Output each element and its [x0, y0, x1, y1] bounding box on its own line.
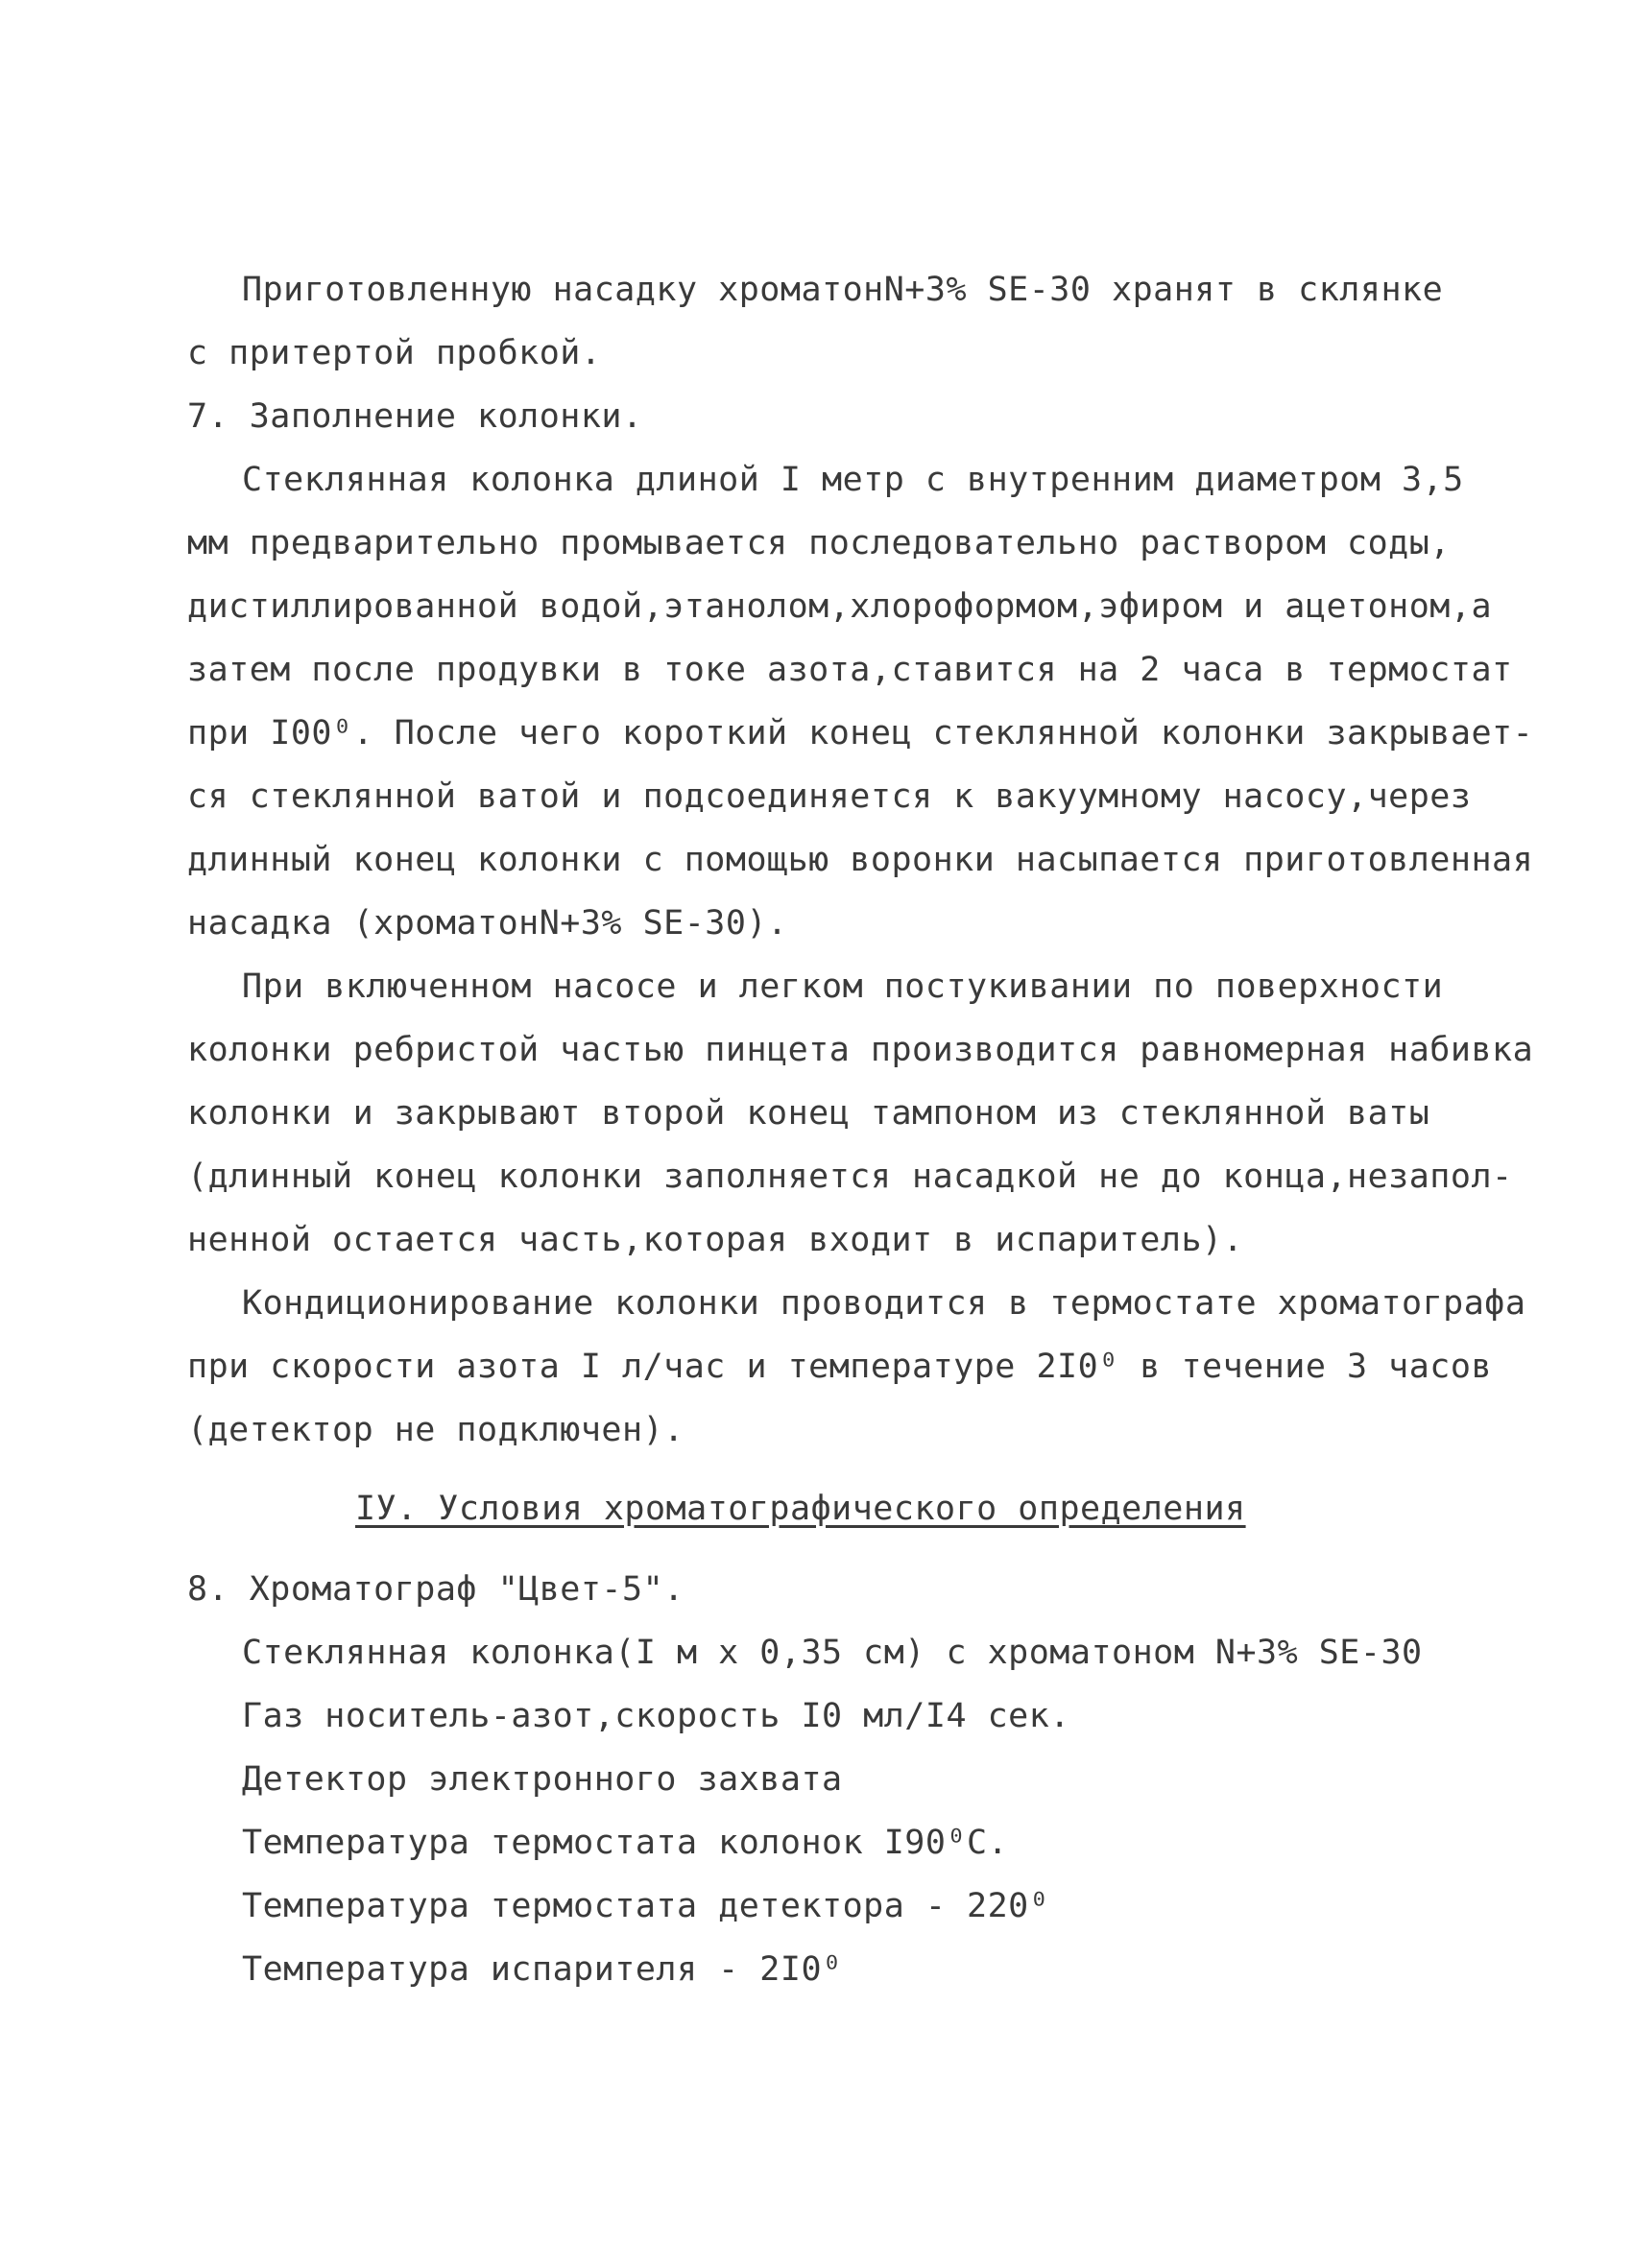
text-line: колонки ребристой частью пинцета производится равномерная набивка — [187, 1031, 1534, 1069]
text-line: ся стеклянной ватой и подсоединяется к вакуумному насосу,через — [187, 777, 1472, 816]
text-line: Стеклянная колонка длиной I метр с внутренним диаметром 3,5 — [242, 461, 1464, 499]
text-line: Детектор электронного захвата — [242, 1760, 843, 1799]
section-title: 8. Хроматограф "Цвет-5". — [187, 1570, 684, 1609]
text-line: колонки и закрывают второй конец тампоном из стеклянной ваты — [187, 1094, 1430, 1133]
text-line: Стеклянная колонка(I м х 0,35 см) с хроматоном N+3% SE-30 — [242, 1634, 1423, 1672]
text-line: Температура испарителя - 2I0⁰ — [242, 1950, 843, 1989]
text-line: затем после продувки в токе азота,ставится на 2 часа в термостат — [187, 651, 1513, 689]
text-line: длинный конец колонки с помощью воронки насыпается приготовленная — [187, 841, 1534, 879]
text-line: дистиллированной водой,этанолом,хлороформом,эфиром и ацетоном,а — [187, 587, 1493, 626]
text-line: Кондиционирование колонки проводится в термостате хроматографа — [242, 1284, 1526, 1323]
text-line: мм предварительно промывается последовательно раствором соды, — [187, 524, 1451, 562]
section-title: 7. Заполнение колонки. — [187, 397, 643, 436]
text-line: (длинный конец колонки заполняется насадкой не до конца,незапол- — [187, 1158, 1513, 1196]
text-line: при I00⁰. После чего короткий конец стеклянной колонки закрывает- — [187, 714, 1534, 752]
text-line: насадка (хроматонN+3% SE-30). — [187, 904, 788, 943]
text-line: (детектор не подключен). — [187, 1411, 684, 1449]
text-line: При включенном насосе и легком постукивании по поверхности — [242, 967, 1444, 1006]
text-line: Приготовленную насадку хроматонN+3% SE-30 хранят в склянке — [242, 271, 1444, 309]
text-line: с притертой пробкой. — [187, 334, 602, 372]
text-line: Газ носитель-азот,скорость I0 мл/I4 сек. — [242, 1697, 1070, 1735]
text-line: ненной остается часть,которая входит в испаритель). — [187, 1221, 1244, 1259]
text-line: Температура термостата детектора - 220⁰ — [242, 1887, 1050, 1925]
section-heading: IУ. Условия хроматографического определения — [355, 1490, 1246, 1528]
text-line: Температура термостата колонок I90⁰С. — [242, 1824, 1009, 1862]
text-line: при скорости азота I л/час и температуре 2I0⁰ в течение 3 часов — [187, 1348, 1493, 1386]
